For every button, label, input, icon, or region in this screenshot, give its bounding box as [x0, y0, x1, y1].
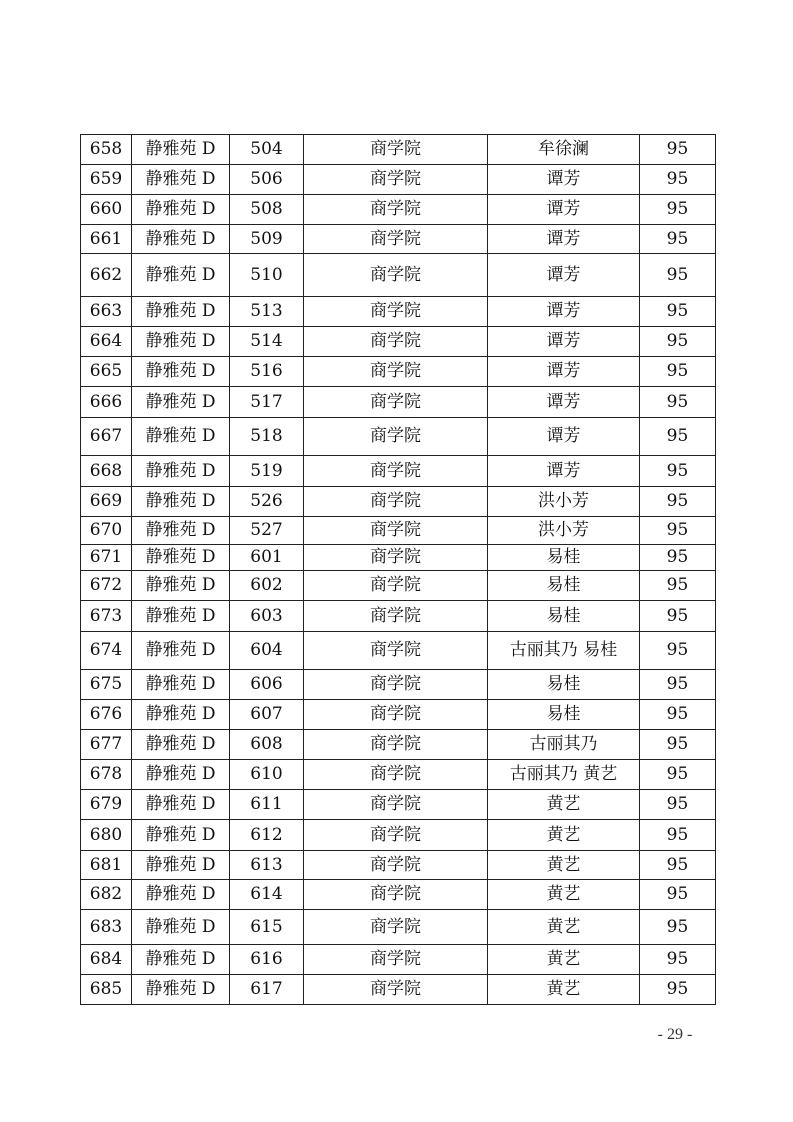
cell-number: 664 — [81, 327, 132, 357]
table-row — [81, 297, 716, 327]
cell-score: 95 — [640, 945, 716, 975]
cell-counselor: 谭芳 — [488, 165, 640, 195]
cell-building: 静雅苑 D — [132, 975, 230, 1005]
cell-number: 683 — [81, 910, 132, 945]
cell-score: 95 — [640, 135, 716, 165]
cell-building: 静雅苑 D — [132, 418, 230, 456]
table-row — [81, 730, 716, 760]
cell-number: 666 — [81, 387, 132, 418]
cell-number: 658 — [81, 135, 132, 165]
cell-counselor: 谭芳 — [488, 327, 640, 357]
cell-number: 681 — [81, 851, 132, 880]
cell-score: 95 — [640, 165, 716, 195]
cell-number: 660 — [81, 195, 132, 225]
cell-score: 95 — [640, 820, 716, 851]
table-row — [81, 165, 716, 195]
table-row — [81, 851, 716, 880]
cell-college: 商学院 — [304, 387, 488, 418]
cell-room: 614 — [230, 880, 304, 910]
cell-number: 675 — [81, 670, 132, 700]
cell-score: 95 — [640, 910, 716, 945]
cell-building: 静雅苑 D — [132, 545, 230, 571]
cell-building: 静雅苑 D — [132, 820, 230, 851]
cell-counselor: 谭芳 — [488, 195, 640, 225]
cell-score: 95 — [640, 487, 716, 517]
cell-college: 商学院 — [304, 851, 488, 880]
cell-room: 518 — [230, 418, 304, 456]
cell-room: 602 — [230, 571, 304, 601]
cell-room: 610 — [230, 760, 304, 790]
cell-score: 95 — [640, 517, 716, 545]
cell-number: 661 — [81, 225, 132, 254]
table-row — [81, 225, 716, 254]
cell-number: 659 — [81, 165, 132, 195]
cell-building: 静雅苑 D — [132, 700, 230, 730]
cell-score: 95 — [640, 357, 716, 387]
cell-score: 95 — [640, 730, 716, 760]
cell-counselor: 谭芳 — [488, 357, 640, 387]
cell-score: 95 — [640, 880, 716, 910]
page-number: - 29 - — [657, 1026, 693, 1043]
cell-building: 静雅苑 D — [132, 760, 230, 790]
cell-room: 601 — [230, 545, 304, 571]
cell-counselor: 黄艺 — [488, 975, 640, 1005]
cell-number: 684 — [81, 945, 132, 975]
table-body — [81, 135, 716, 1005]
cell-building: 静雅苑 D — [132, 165, 230, 195]
cell-room: 510 — [230, 254, 304, 297]
cell-room: 509 — [230, 225, 304, 254]
cell-score: 95 — [640, 975, 716, 1005]
cell-college: 商学院 — [304, 357, 488, 387]
cell-building: 静雅苑 D — [132, 387, 230, 418]
cell-college: 商学院 — [304, 135, 488, 165]
table-row — [81, 700, 716, 730]
cell-score: 95 — [640, 456, 716, 487]
table-row — [81, 975, 716, 1005]
cell-college: 商学院 — [304, 790, 488, 820]
table-row — [81, 387, 716, 418]
cell-building: 静雅苑 D — [132, 670, 230, 700]
cell-number: 667 — [81, 418, 132, 456]
cell-counselor: 古丽其乃 黄艺 — [488, 760, 640, 790]
cell-building: 静雅苑 D — [132, 517, 230, 545]
cell-score: 95 — [640, 225, 716, 254]
table-row — [81, 945, 716, 975]
cell-room: 519 — [230, 456, 304, 487]
cell-college: 商学院 — [304, 225, 488, 254]
cell-room: 513 — [230, 297, 304, 327]
cell-college: 商学院 — [304, 456, 488, 487]
cell-number: 674 — [81, 632, 132, 670]
cell-counselor: 易桂 — [488, 545, 640, 571]
cell-score: 95 — [640, 545, 716, 571]
cell-number: 665 — [81, 357, 132, 387]
cell-room: 615 — [230, 910, 304, 945]
cell-room: 611 — [230, 790, 304, 820]
cell-college: 商学院 — [304, 297, 488, 327]
cell-building: 静雅苑 D — [132, 254, 230, 297]
cell-building: 静雅苑 D — [132, 487, 230, 517]
cell-number: 679 — [81, 790, 132, 820]
cell-building: 静雅苑 D — [132, 910, 230, 945]
cell-number: 672 — [81, 571, 132, 601]
cell-score: 95 — [640, 571, 716, 601]
cell-building: 静雅苑 D — [132, 851, 230, 880]
cell-building: 静雅苑 D — [132, 945, 230, 975]
cell-college: 商学院 — [304, 418, 488, 456]
cell-college: 商学院 — [304, 601, 488, 632]
cell-room: 608 — [230, 730, 304, 760]
cell-counselor: 黄艺 — [488, 945, 640, 975]
cell-college: 商学院 — [304, 910, 488, 945]
cell-counselor: 牟徐澜 — [488, 135, 640, 165]
cell-number: 662 — [81, 254, 132, 297]
table-row — [81, 135, 716, 165]
cell-counselor: 古丽其乃 — [488, 730, 640, 760]
cell-counselor: 谭芳 — [488, 418, 640, 456]
cell-counselor: 黄艺 — [488, 790, 640, 820]
cell-college: 商学院 — [304, 760, 488, 790]
cell-number: 669 — [81, 487, 132, 517]
cell-building: 静雅苑 D — [132, 880, 230, 910]
cell-number: 671 — [81, 545, 132, 571]
cell-room: 514 — [230, 327, 304, 357]
cell-counselor: 易桂 — [488, 571, 640, 601]
cell-building: 静雅苑 D — [132, 135, 230, 165]
cell-college: 商学院 — [304, 195, 488, 225]
cell-score: 95 — [640, 195, 716, 225]
cell-college: 商学院 — [304, 254, 488, 297]
cell-counselor: 谭芳 — [488, 225, 640, 254]
cell-room: 526 — [230, 487, 304, 517]
cell-college: 商学院 — [304, 165, 488, 195]
cell-counselor: 洪小芳 — [488, 487, 640, 517]
table-row — [81, 790, 716, 820]
cell-college: 商学院 — [304, 730, 488, 760]
cell-college: 商学院 — [304, 880, 488, 910]
cell-counselor: 易桂 — [488, 601, 640, 632]
cell-building: 静雅苑 D — [132, 790, 230, 820]
cell-college: 商学院 — [304, 487, 488, 517]
table-row — [81, 545, 716, 571]
table-row — [81, 910, 716, 945]
cell-room: 504 — [230, 135, 304, 165]
cell-room: 613 — [230, 851, 304, 880]
cell-room: 516 — [230, 357, 304, 387]
cell-building: 静雅苑 D — [132, 571, 230, 601]
cell-score: 95 — [640, 601, 716, 632]
cell-building: 静雅苑 D — [132, 327, 230, 357]
cell-score: 95 — [640, 297, 716, 327]
cell-counselor: 谭芳 — [488, 387, 640, 418]
cell-building: 静雅苑 D — [132, 297, 230, 327]
cell-college: 商学院 — [304, 517, 488, 545]
cell-building: 静雅苑 D — [132, 357, 230, 387]
cell-college: 商学院 — [304, 670, 488, 700]
cell-room: 506 — [230, 165, 304, 195]
cell-number: 676 — [81, 700, 132, 730]
cell-room: 606 — [230, 670, 304, 700]
table-row — [81, 517, 716, 545]
cell-counselor: 黄艺 — [488, 820, 640, 851]
cell-counselor: 易桂 — [488, 700, 640, 730]
cell-score: 95 — [640, 632, 716, 670]
table-row — [81, 418, 716, 456]
cell-score: 95 — [640, 418, 716, 456]
cell-room: 607 — [230, 700, 304, 730]
cell-score: 95 — [640, 700, 716, 730]
cell-room: 603 — [230, 601, 304, 632]
table-row — [81, 327, 716, 357]
cell-counselor: 黄艺 — [488, 851, 640, 880]
cell-building: 静雅苑 D — [132, 456, 230, 487]
cell-counselor: 黄艺 — [488, 880, 640, 910]
cell-score: 95 — [640, 327, 716, 357]
cell-number: 685 — [81, 975, 132, 1005]
cell-college: 商学院 — [304, 945, 488, 975]
cell-building: 静雅苑 D — [132, 225, 230, 254]
cell-room: 612 — [230, 820, 304, 851]
cell-score: 95 — [640, 254, 716, 297]
table-row — [81, 820, 716, 851]
table-row — [81, 632, 716, 670]
cell-score: 95 — [640, 790, 716, 820]
table-row — [81, 571, 716, 601]
cell-building: 静雅苑 D — [132, 730, 230, 760]
cell-building: 静雅苑 D — [132, 632, 230, 670]
cell-number: 668 — [81, 456, 132, 487]
cell-counselor: 谭芳 — [488, 254, 640, 297]
cell-college: 商学院 — [304, 571, 488, 601]
cell-college: 商学院 — [304, 975, 488, 1005]
cell-number: 673 — [81, 601, 132, 632]
cell-college: 商学院 — [304, 700, 488, 730]
cell-room: 517 — [230, 387, 304, 418]
table-row — [81, 601, 716, 632]
cell-room: 508 — [230, 195, 304, 225]
cell-counselor: 黄艺 — [488, 910, 640, 945]
cell-building: 静雅苑 D — [132, 195, 230, 225]
cell-room: 616 — [230, 945, 304, 975]
cell-college: 商学院 — [304, 820, 488, 851]
table-row — [81, 456, 716, 487]
cell-room: 527 — [230, 517, 304, 545]
table-row — [81, 880, 716, 910]
cell-number: 680 — [81, 820, 132, 851]
cell-number: 682 — [81, 880, 132, 910]
cell-number: 663 — [81, 297, 132, 327]
table-row — [81, 357, 716, 387]
cell-room: 604 — [230, 632, 304, 670]
cell-number: 677 — [81, 730, 132, 760]
cell-score: 95 — [640, 387, 716, 418]
cell-college: 商学院 — [304, 545, 488, 571]
table-row — [81, 487, 716, 517]
cell-number: 670 — [81, 517, 132, 545]
table-row — [81, 670, 716, 700]
dormitory-score-table — [80, 134, 716, 1005]
cell-counselor: 谭芳 — [488, 456, 640, 487]
cell-counselor: 洪小芳 — [488, 517, 640, 545]
cell-building: 静雅苑 D — [132, 601, 230, 632]
cell-room: 617 — [230, 975, 304, 1005]
cell-score: 95 — [640, 670, 716, 700]
cell-score: 95 — [640, 760, 716, 790]
cell-counselor: 易桂 — [488, 670, 640, 700]
table-row — [81, 195, 716, 225]
cell-number: 678 — [81, 760, 132, 790]
cell-score: 95 — [640, 851, 716, 880]
cell-counselor: 谭芳 — [488, 297, 640, 327]
cell-college: 商学院 — [304, 632, 488, 670]
cell-counselor: 古丽其乃 易桂 — [488, 632, 640, 670]
cell-college: 商学院 — [304, 327, 488, 357]
table-row — [81, 254, 716, 297]
table-row — [81, 760, 716, 790]
